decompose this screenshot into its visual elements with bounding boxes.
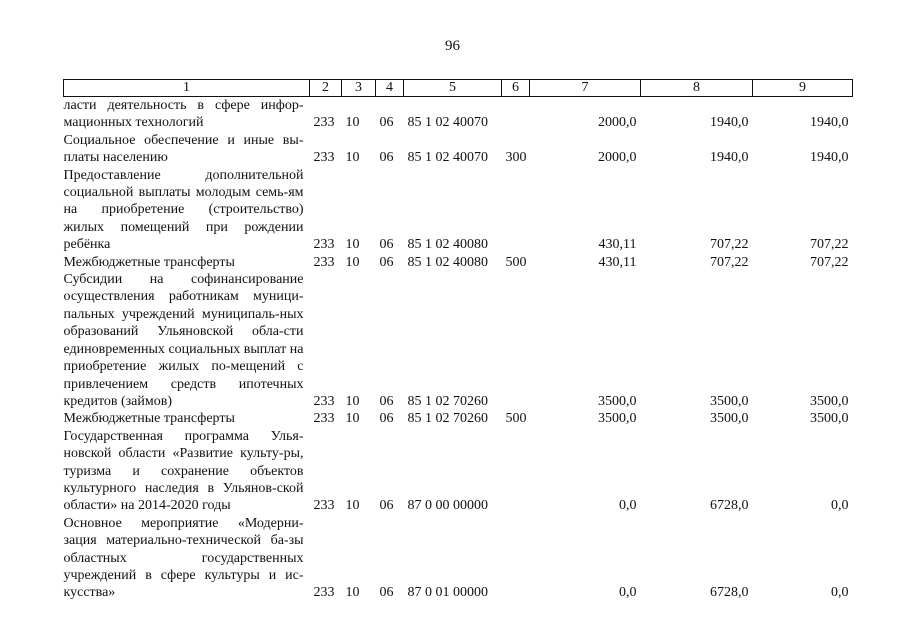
header-cell-5: 5 <box>404 80 502 97</box>
table-row <box>64 97 853 132</box>
row-col-5: 85 1 02 40070 <box>407 115 488 131</box>
row-col-3: 10 <box>345 393 360 409</box>
row-col-3: 10 <box>345 115 360 131</box>
row-col-9: 3500,0 <box>810 411 849 427</box>
table-row <box>64 167 853 254</box>
row-col-6 <box>502 271 530 410</box>
row-col-5: 85 1 02 40080 <box>407 254 488 270</box>
row-col-3: 10 <box>345 585 360 601</box>
header-cell-8: 8 <box>641 80 753 97</box>
row-col-7: 430,11 <box>598 237 637 253</box>
row-col-8: 6728,0 <box>710 585 749 601</box>
row-col-6 <box>502 515 530 602</box>
row-col-7: 2000,0 <box>598 150 637 166</box>
row-col-5: 85 1 02 40070 <box>407 150 488 166</box>
header-row <box>64 80 853 97</box>
row-col-6 <box>502 167 530 254</box>
row-col-4: 06 <box>379 411 394 427</box>
row-name: Межбюджетные трансферты <box>63 411 235 427</box>
row-col-8: 1940,0 <box>710 115 749 131</box>
row-col-2: 233 <box>313 411 335 427</box>
row-col-7: 430,11 <box>598 254 637 270</box>
row-col-6 <box>502 97 530 132</box>
row-col-3: 10 <box>345 498 360 514</box>
row-col-4: 06 <box>379 498 394 514</box>
row-col-2: 233 <box>313 115 335 131</box>
row-col-2: 233 <box>313 150 335 166</box>
row-col-9: 0,0 <box>831 585 849 601</box>
header-cell-3: 3 <box>342 80 376 97</box>
row-col-3: 10 <box>345 411 360 427</box>
row-col-6: 300 <box>505 150 527 166</box>
row-col-2: 233 <box>313 237 335 253</box>
header-cell-2: 2 <box>310 80 342 97</box>
row-col-3: 10 <box>345 237 360 253</box>
row-col-3: 10 <box>345 150 360 166</box>
row-name: Субсидии на софинансирование осуществления работникам муници-пальных учреждений муниципаль-ных образований Ульяновской обла-сти единовременных социальных выплат на приобретение жилых по-мещений с привлечением средств ипотечных кредитов (займов) <box>63 272 304 409</box>
row-col-6 <box>502 428 530 515</box>
row-col-4: 06 <box>379 254 394 270</box>
row-name: Предоставление дополнительной социальной выплаты молодым семь-ям на приобретение (строительство) жилых помещений при рождении ребёнка <box>63 167 304 253</box>
table-row <box>64 254 853 271</box>
row-col-9: 1940,0 <box>810 115 849 131</box>
row-col-6: 500 <box>505 411 527 427</box>
row-col-8: 6728,0 <box>710 498 749 514</box>
row-col-4: 06 <box>379 585 394 601</box>
row-col-5: 85 1 02 70260 <box>407 411 488 427</box>
header-cell-9: 9 <box>753 80 853 97</box>
row-col-8: 1940,0 <box>710 150 749 166</box>
row-col-2: 233 <box>313 498 335 514</box>
table-row <box>64 271 853 410</box>
row-col-8: 707,22 <box>710 254 749 270</box>
row-name: Основное мероприятие «Модерни-зация материально-технической ба-зы областных государственных учреждений в сфере культуры и ис-кусства» <box>63 515 304 601</box>
row-col-2: 233 <box>313 254 335 270</box>
row-col-9: 0,0 <box>831 498 849 514</box>
row-col-5: 87 0 01 00000 <box>407 585 488 601</box>
row-col-8: 707,22 <box>710 237 749 253</box>
row-col-3: 10 <box>345 254 360 270</box>
table-row <box>64 515 853 602</box>
header-cell-1: 1 <box>64 80 310 97</box>
row-col-4: 06 <box>379 393 394 409</box>
row-col-4: 06 <box>379 237 394 253</box>
row-col-7: 2000,0 <box>598 115 637 131</box>
row-col-7: 0,0 <box>619 498 637 514</box>
row-name: Социальное обеспечение и иные вы-платы населению <box>63 132 304 166</box>
row-col-6: 500 <box>505 254 527 270</box>
row-col-2: 233 <box>313 393 335 409</box>
header-cell-7: 7 <box>530 80 641 97</box>
row-col-7: 3500,0 <box>598 411 637 427</box>
row-col-9: 3500,0 <box>810 393 849 409</box>
row-col-5: 85 1 02 40080 <box>407 237 488 253</box>
budget-table <box>63 79 853 602</box>
row-col-8: 3500,0 <box>710 411 749 427</box>
row-col-2: 233 <box>313 585 335 601</box>
row-name: Государственная программа Улья-новской области «Развитие культу-ры, туризма и сохранение объектов культурного наследия в Ульянов-ской области» на 2014-2020 годы <box>63 428 304 514</box>
page-number: 96 <box>445 38 460 54</box>
row-col-5: 85 1 02 70260 <box>407 393 488 409</box>
row-name: ласти деятельность в сфере инфор-мационных технологий <box>63 98 304 131</box>
table-row <box>64 410 853 427</box>
row-name: Межбюджетные трансферты <box>63 254 235 270</box>
row-col-7: 0,0 <box>619 585 637 601</box>
row-col-8: 3500,0 <box>710 393 749 409</box>
row-col-9: 707,22 <box>810 254 849 270</box>
header-cell-4: 4 <box>376 80 404 97</box>
row-col-4: 06 <box>379 150 394 166</box>
row-col-9: 1940,0 <box>810 150 849 166</box>
row-col-9: 707,22 <box>810 237 849 253</box>
row-col-5: 87 0 00 00000 <box>407 498 488 514</box>
table-row <box>64 132 853 167</box>
header-cell-6: 6 <box>502 80 530 97</box>
table-row <box>64 428 853 515</box>
row-col-4: 06 <box>379 115 394 131</box>
row-col-7: 3500,0 <box>598 393 637 409</box>
